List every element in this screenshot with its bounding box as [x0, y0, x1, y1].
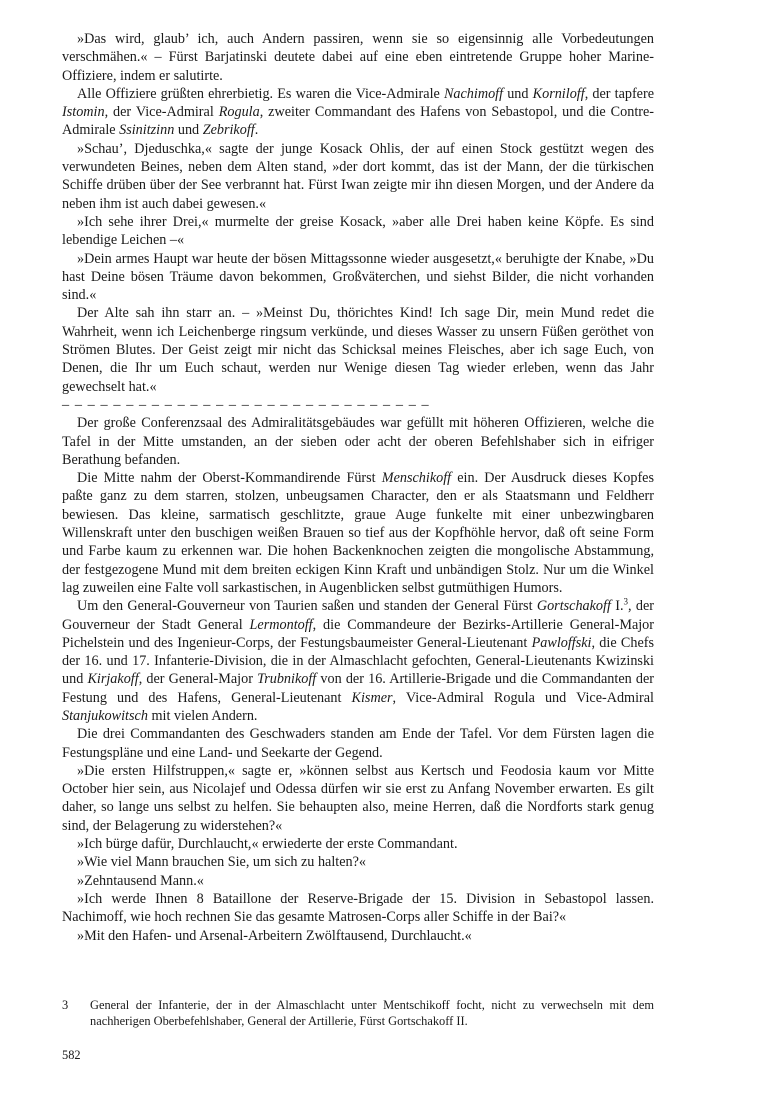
italic-name: Nachimoff: [443, 85, 504, 102]
paragraph: [62, 890, 654, 927]
paragraph: [62, 853, 654, 871]
text-run: »Schau’, Djeduschka,« sagte der junge Kosack Ohlis, der auf einen Stock gestützt wegen des verwundeten Beines, neben dem Alten stand, »der dort kommt, das ist der Mann, der die türkischen Schiffe drüben über der See verbrannt hat. Fürst Iwan zeigte mir ihn diesen Morgen, und der Andere da neben ihm ist auch dabei gewesen.«: [62, 140, 654, 212]
paragraph: [62, 250, 654, 305]
text-run: , der tapfere: [584, 85, 654, 102]
paragraph: [62, 835, 654, 853]
paragraph: [62, 30, 654, 85]
paragraph: [62, 725, 654, 762]
text-run: I.: [610, 598, 624, 615]
section-separator: – – – – – – – – – – – – – – – – – – – – – – – – – – – – –: [62, 396, 430, 413]
text-run: , die Chefs der 16. und 17. Infanterie-Division, die in der Almaschlacht gefochten, General-Lieutenants Kwizinski und: [62, 634, 654, 688]
italic-name: Pawloffski: [531, 634, 592, 651]
paragraph: [62, 304, 654, 395]
text-run: , der Vice-Admiral: [104, 104, 219, 121]
italic-name: Gortschakoff: [536, 598, 611, 615]
text-run: Der Alte sah ihn starr an. – »Meinst Du, thörichtes Kind! Ich sage Dir, mein Mund redet die Wahrheit, wenn ich Leichenberge ringsum verkünde, und dieses Wasser zu unsern Füßen geröthet von Strömen Blutes. Der Geist zeigt mir nicht das Schicksal meines Fleisches, aber ich sage Euch, von Denen, die Ihr um Euch schaut, werden nur Wenige diesen Tag wieder erleben, wenn das Jahr gewechselt hat.«: [62, 305, 654, 395]
text-run: »Dein armes Haupt war heute der bösen Mittagssonne wieder ausgesetzt,« beruhigte der Knabe, »Du hast Deine bösen Träume davon bekommen, Großväterchen, und siehst Bilder, die nicht vorhanden sind.«: [62, 250, 654, 304]
paragraph: [62, 469, 654, 597]
text-run: Um den General-Gouverneur von Taurien saßen und standen der General Fürst: [77, 598, 537, 615]
italic-name: Zebrikoff: [202, 122, 255, 139]
paragraph: [62, 85, 654, 140]
italic-name: Kirjakoff: [87, 671, 139, 688]
italic-name: Lermontoff: [249, 616, 313, 633]
text-run: , Vice-Admiral Rogula und Vice-Admiral: [392, 689, 655, 706]
text-run: , der Gouverneur der Stadt General: [62, 598, 654, 633]
text-run: Der große Conferenzsaal des Admiralitätsgebäudes war gefüllt mit höheren Offizieren, welche die Tafel in der Mitte umstanden, an der sieben oder acht der oberen Befehlshaber sich in eifriger Berathung befanden.: [62, 415, 654, 468]
italic-name: Trubnikoff: [257, 671, 317, 688]
text-run: und: [174, 122, 203, 139]
text-run: , der General-Major: [138, 671, 258, 688]
text-run: »Die ersten Hilfstruppen,« sagte er, »können selbst aus Kertsch und Feodosia kaum vor Mitte October hier sein, aus Nicolajef und Odessa dürfen wir sie erst zu Anfang November erwarten. Es gilt daher, so lange uns selbst zu helfen. Sie behaupten also, meine Herren, daß die Nordforts stark genug sind, der Belagerung zu widerstehen?«: [62, 762, 654, 834]
italic-name: Ssinitzinn: [119, 122, 175, 139]
text-run: und: [503, 85, 533, 102]
italic-name: Stanjukowitsch: [62, 707, 148, 724]
paragraph: [62, 927, 654, 945]
paragraph: [62, 872, 654, 890]
italic-name: Korniloff: [532, 85, 585, 102]
page-number: 582: [62, 1048, 81, 1062]
italic-name: Istomin: [62, 104, 105, 121]
text-run: »Zehntausend Mann.«: [77, 872, 204, 889]
text-run: Alle Offiziere grüßten ehrerbietig. Es waren die Vice-Admirale: [77, 85, 444, 102]
text-run: »Ich werde Ihnen 8 Bataillone der Reserve-Brigade der 15. Division in Sebastopol lassen. Nachimoff, wie hoch rechnen Sie das gesamte Matrosen-Corps aller Schiffe in der Bai?«: [62, 890, 654, 926]
footnote-text: General der Infanterie, der in der Almaschlacht unter Mentschikoff focht, nicht zu verwechseln mit dem nachherigen Oberbefehlshaber, General der Artillerie, Fürst Gortschakoff II.: [90, 998, 654, 1028]
text-run: »Mit den Hafen- und Arsenal-Arbeitern Zwölftausend, Durchlaucht.«: [77, 927, 472, 944]
paragraph: [62, 140, 654, 213]
italic-name: Rogula: [218, 104, 260, 121]
text-run: Die drei Commandanten des Geschwaders standen am Ende der Tafel. Vor dem Fürsten lagen die Festungspläne und eine Land- und Seekarte der Gegend.: [62, 726, 654, 761]
italic-name: Kismer: [351, 689, 393, 706]
paragraph: [62, 762, 654, 835]
text-block-part1: [62, 30, 654, 396]
text-run: .: [254, 122, 259, 139]
text-run: von der 16. Artillerie-Brigade und die Commandanten der Festung und des Hafens, General-Lieutenant: [62, 671, 655, 706]
footnote: [62, 998, 654, 1029]
text-run: »Ich sehe ihrer Drei,« murmelte der greise Kosack, »aber alle Drei haben keine Köpfe. Es sind lebendige Leichen –«: [62, 213, 654, 249]
text-run: »Wie viel Mann brauchen Sie, um sich zu halten?«: [77, 854, 367, 871]
text-run: , die Commandeure der Bezirks-Artillerie General-Major Pichelstein und des Ingenieur-Corps, der Festungsbaumeister General-Lieutenant: [62, 616, 654, 651]
footnote-ref: 3: [623, 596, 629, 607]
footnote-number: 3: [62, 998, 69, 1012]
text-run: , zweiter Commandant des Hafens von Sebastopol, und die Contre-Admirale: [62, 104, 655, 139]
text-run: »Das wird, glaub’ ich, auch Andern passiren, wenn sie so eigensinnig alle Vorbedeutungen verschmähen.« – Fürst Barjatinski deutete dabei auf eine eben eintretende Gruppe hoher Marine-Offiziere, indem er salutirte.: [62, 31, 654, 84]
page-body: [62, 30, 654, 945]
text-run: »Ich bürge dafür, Durchlaucht,« erwiederte der erste Commandant.: [77, 836, 458, 853]
text-run: Die Mitte nahm der Oberst-Kommandirende Fürst: [77, 470, 382, 487]
paragraph: [62, 597, 654, 725]
text-run: ein. Der Ausdruck dieses Kopfes paßte ganz zu dem starren, stolzen, unbeugsamen Character, den er als Staatsmann und Feldherr bewiesen. Das kleine, sarmatisch geschlitzte, graue Auge funkelte mit einer unbezwingbaren Willenskraft unter den buschigen weißen Brauen so tief aus der Kopfhöhle hervor, daß oft seine Form und Farbe kaum zu erkennen war. Die hohen Backenknochen zeigten die mongolische Abstammung, der festgezogene Mund mit dem breiten eckigen Kinn Kraft und unbändigen Stolz. Nur um die Winkel lag zuweilen eine Falte voll sarkastischen, in Augenblicken selbst gutmüthigen Humors.: [62, 470, 654, 596]
text-block-part2: [62, 414, 654, 945]
paragraph: [62, 414, 654, 469]
paragraph: [62, 213, 654, 250]
text-run: mit vielen Andern.: [147, 707, 258, 724]
italic-name: Menschikoff: [381, 470, 452, 487]
